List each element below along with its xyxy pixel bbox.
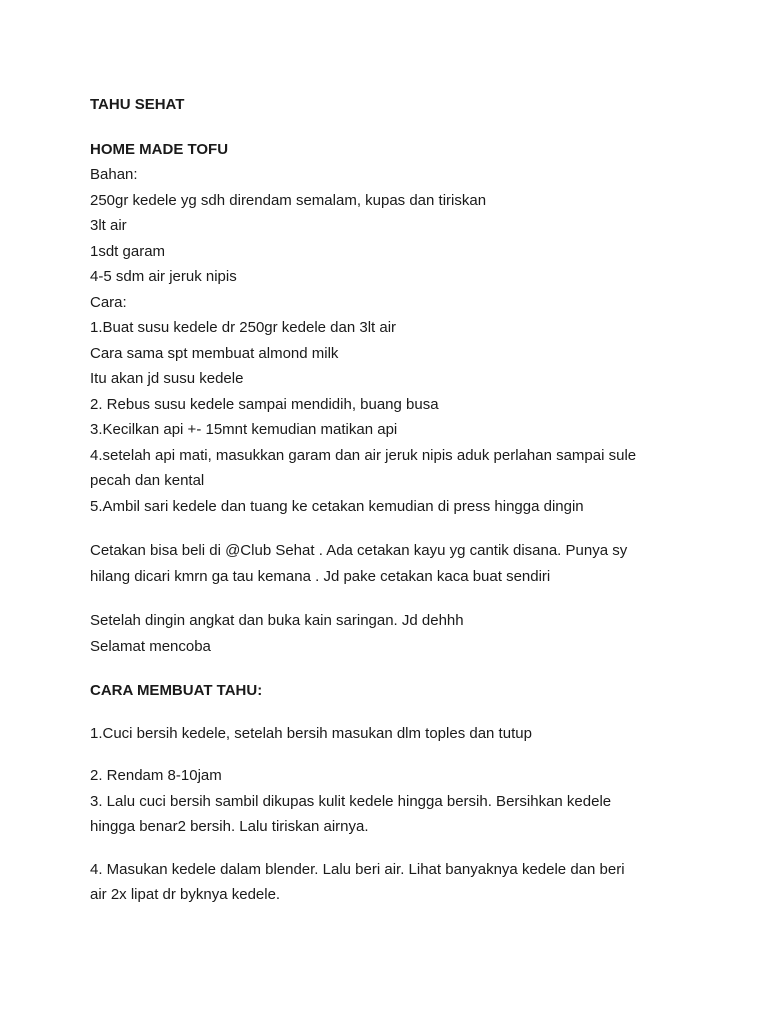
text-line: 1sdt garam xyxy=(90,242,166,260)
section-heading-home-made-tofu: HOME MADE TOFU xyxy=(90,140,229,158)
section-cara-membuat-tahu xyxy=(90,678,710,704)
step-4 xyxy=(90,857,710,908)
text-line: 250gr kedele yg sdh direndam semalam, kupas dan tiriskan xyxy=(90,191,487,209)
text-line: 3lt air xyxy=(90,217,127,234)
section-home-made-tofu xyxy=(90,137,710,520)
paragraph-cetakan xyxy=(90,538,710,589)
text-line: Cetakan bisa beli di @Club Sehat . Ada cetakan kayu yg cantik disana. Punya sy xyxy=(90,542,628,559)
text-line: 5.Ambil sari kedele dan tuang ke cetakan kemudian di press hingga dingin xyxy=(90,497,584,515)
text-line: Bahan: xyxy=(90,166,138,183)
text-line: 3. Lalu cuci bersih sambil dikupas kulit kedele hingga bersih. Bersihkan kedele xyxy=(90,792,612,810)
section-heading-cara-membuat-tahu: CARA MEMBUAT TAHU: xyxy=(90,682,263,699)
text-line: 4-5 sdm air jeruk nipis xyxy=(90,268,237,285)
text-line: 1.Cuci bersih kedele, setelah bersih masukan dlm toples dan tutup xyxy=(90,724,532,742)
text-line: Cara sama spt membuat almond milk xyxy=(90,344,339,362)
text-line: hilang dicari kmrn ga tau kemana . Jd pake cetakan kaca buat sendiri xyxy=(90,567,551,585)
paragraph-setelah xyxy=(90,608,710,659)
text-line: Itu akan jd susu kedele xyxy=(90,370,244,387)
text-line: Selamat mencoba xyxy=(90,637,211,655)
text-line: air 2x lipat dr byknya kedele. xyxy=(90,886,281,903)
document-page xyxy=(90,92,710,908)
text-line: 4.setelah api mati, masukkan garam dan air jeruk nipis aduk perlahan sampai sule xyxy=(90,446,637,464)
text-line: hingga benar2 bersih. Lalu tiriskan airnya. xyxy=(90,818,369,835)
text-line: pecah dan kental xyxy=(90,472,205,489)
step-1 xyxy=(90,721,710,747)
text-line: 2. Rendam 8-10jam xyxy=(90,767,222,784)
steps-2-3 xyxy=(90,763,710,840)
text-line: 1.Buat susu kedele dr 250gr kedele dan 3lt air xyxy=(90,319,397,336)
text-line: Cara: xyxy=(90,293,127,311)
text-line: 4. Masukan kedele dalam blender. Lalu beri air. Lihat banyaknya kedele dan beri xyxy=(90,860,625,878)
text-line: 3.Kecilkan api +- 15mnt kemudian matikan api xyxy=(90,421,398,438)
document-title: TAHU SEHAT xyxy=(90,96,185,113)
text-line: Setelah dingin angkat dan buka kain saringan. Jd dehhh xyxy=(90,612,464,629)
text-line: 2. Rebus susu kedele sampai mendidih, buang busa xyxy=(90,395,439,413)
